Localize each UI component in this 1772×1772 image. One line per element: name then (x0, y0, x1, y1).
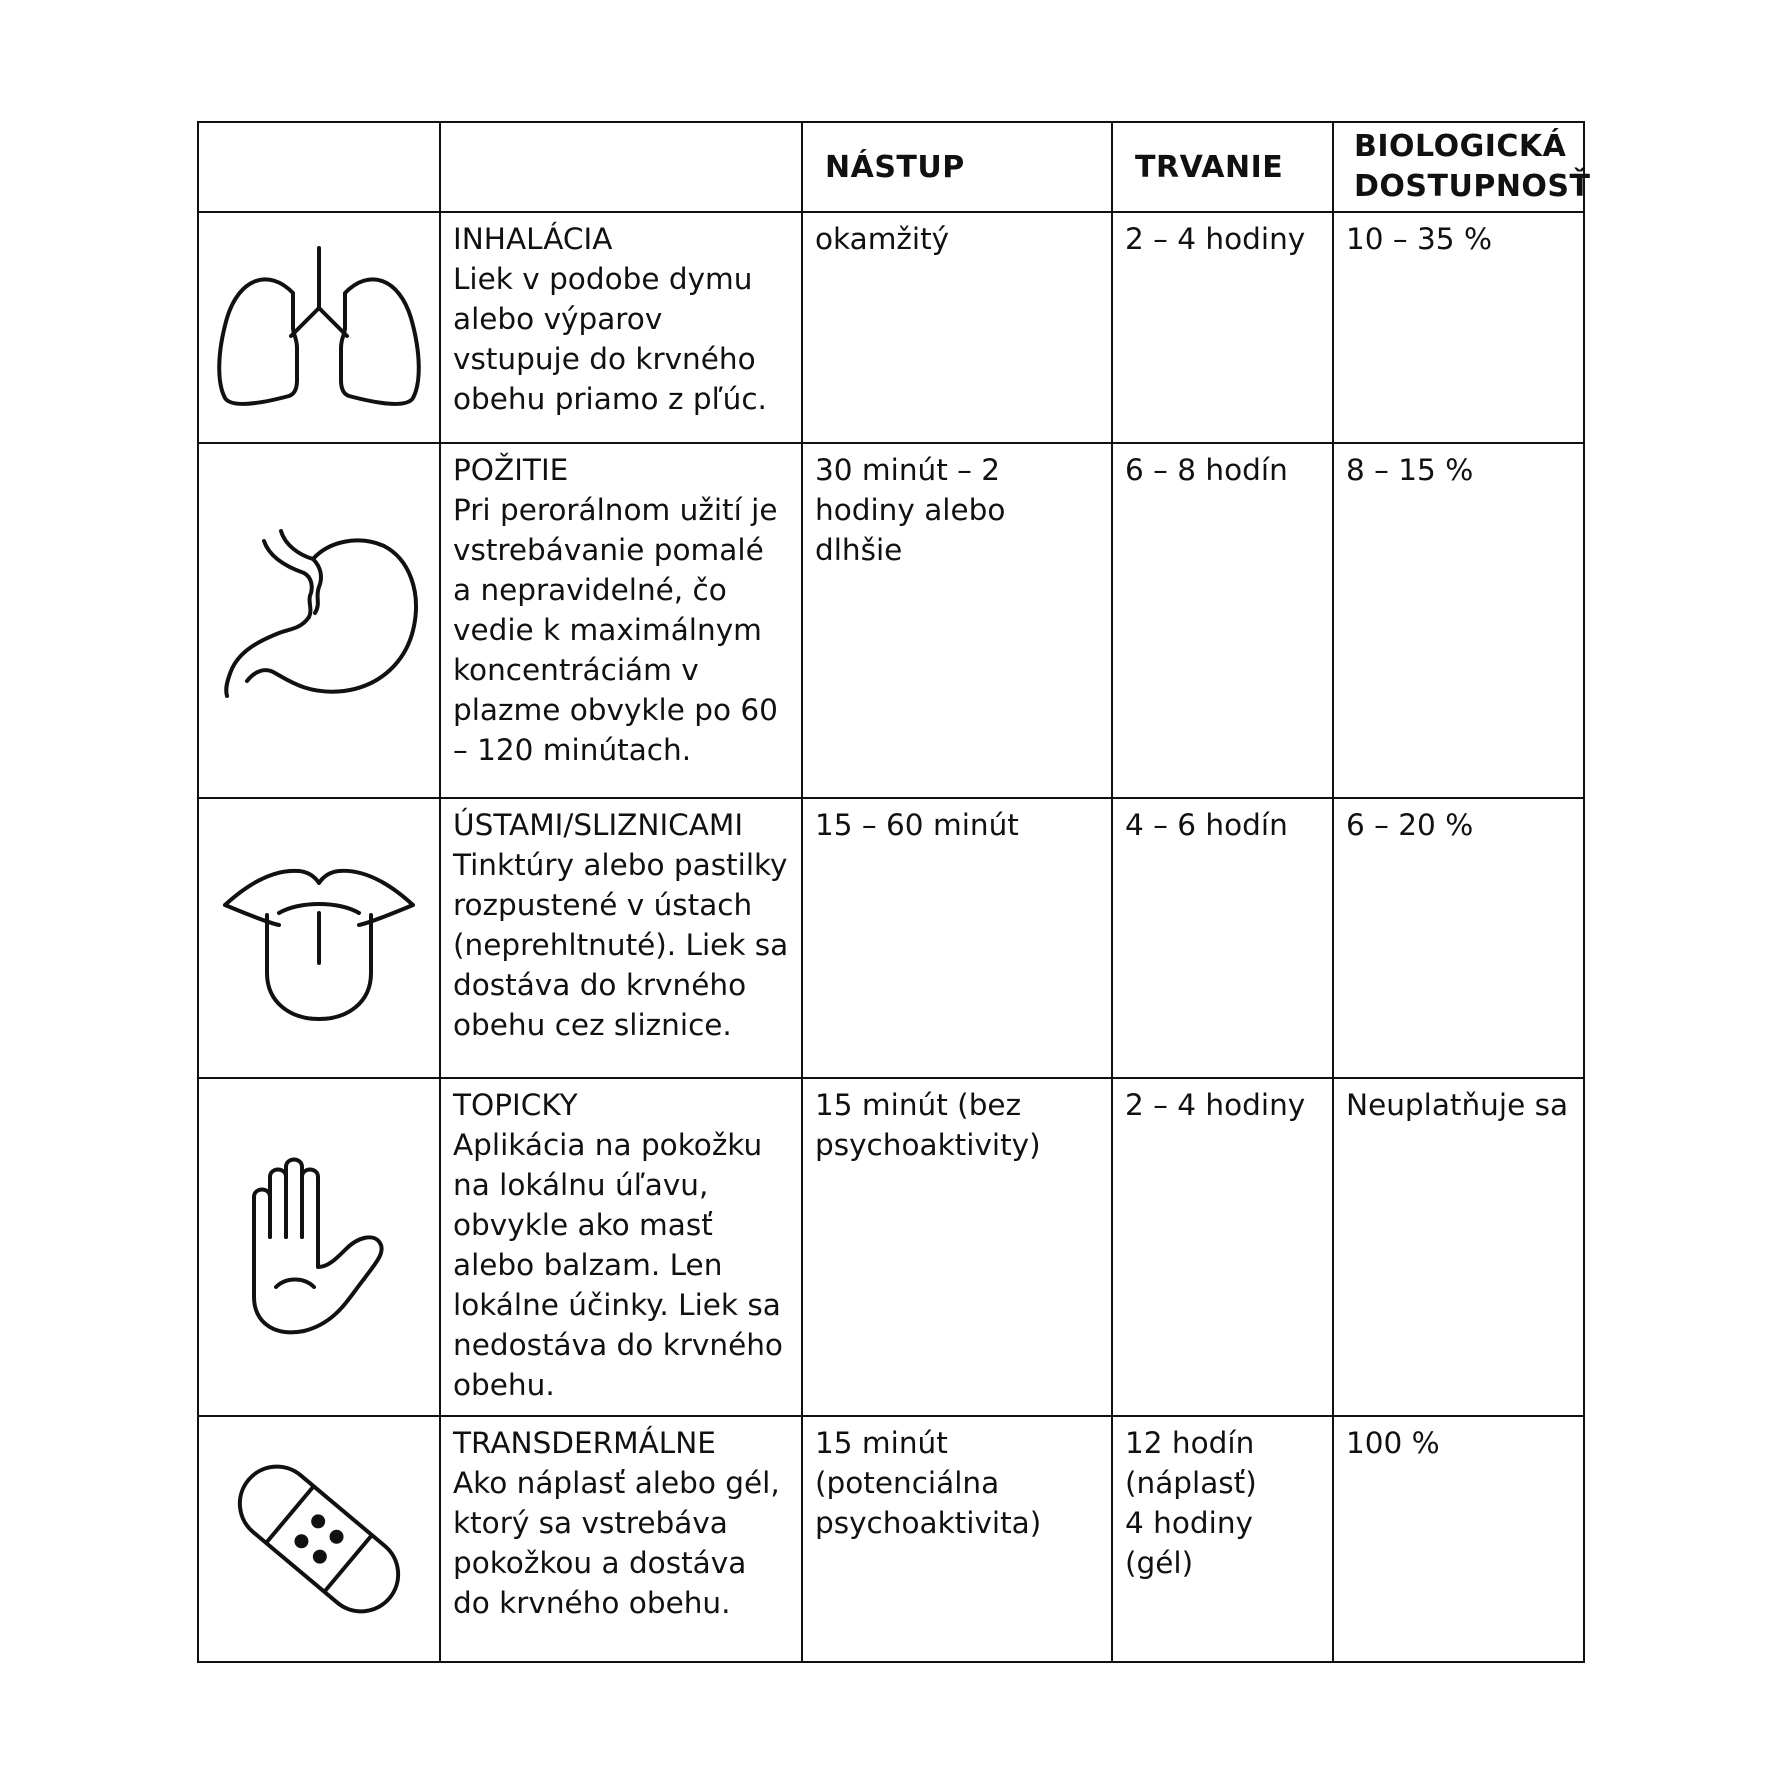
tongue-icon (219, 853, 419, 1023)
stomach-icon (209, 521, 429, 721)
onset-cell: 30 minút – 2 hodiny alebo dlhšie (802, 443, 1112, 798)
route-title: TRANSDERMÁLNE (453, 1426, 716, 1460)
route-title: TOPICKY (453, 1088, 578, 1122)
duration-cell: 2 – 4 hodiny (1112, 1078, 1333, 1416)
lungs-icon (209, 238, 429, 418)
table-row (198, 443, 1584, 798)
duration-cell: 12 hodín (náplasť) 4 hodiny (gél) (1112, 1416, 1333, 1662)
header-route-empty (440, 122, 802, 212)
route-cell (440, 798, 802, 1078)
header-row (198, 122, 1584, 212)
header-onset: NÁSTUP (802, 122, 1112, 212)
route-title: POŽITIE (453, 453, 569, 487)
route-description: Liek v podobe dymu alebo výparov vstupuje do krvného obehu priamo z pľúc. (453, 262, 767, 416)
route-title: INHALÁCIA (453, 222, 613, 256)
hand-icon (224, 1147, 414, 1347)
route-description: Tinktúry alebo pastilky rozpustené v ústach (neprehltnuté). Liek sa dostáva do krvného obehu cez sliznice. (453, 848, 789, 1042)
bandage-icon (219, 1444, 419, 1634)
icon-cell (198, 1416, 440, 1662)
bioavailability-cell: Neuplatňuje sa (1333, 1078, 1584, 1416)
icon-cell (198, 212, 440, 443)
table-row (198, 798, 1584, 1078)
bioavailability-cell: 6 – 20 % (1333, 798, 1584, 1078)
route-description: Aplikácia na pokožku na lokálnu úľavu, obvykle ako masť alebo balzam. Len lokálne účinky. Liek sa nedostáva do krvného obehu. (453, 1128, 783, 1402)
onset-cell: 15 – 60 minút (802, 798, 1112, 1078)
bioavailability-cell: 10 – 35 % (1333, 212, 1584, 443)
icon-cell (198, 1078, 440, 1416)
header-bioavailability (1333, 122, 1591, 212)
icon-cell (198, 443, 440, 798)
route-cell (440, 443, 802, 798)
table-row (198, 1416, 1584, 1662)
onset-cell: 15 minút (potenciálna psychoaktivita) (802, 1416, 1112, 1662)
bioavailability-cell: 8 – 15 % (1333, 443, 1584, 798)
bioavailability-cell: 100 % (1333, 1416, 1584, 1662)
duration-cell: 6 – 8 hodín (1112, 443, 1333, 798)
route-cell (440, 1078, 802, 1416)
header-bio-line1: BIOLOGICKÁ (1354, 129, 1567, 164)
route-title: ÚSTAMI/SLIZNICAMI (453, 808, 744, 842)
route-description: Ako náplasť alebo gél, ktorý sa vstrebáva pokožkou a dostáva do krvného obehu. (453, 1466, 780, 1620)
icon-cell (198, 798, 440, 1078)
header-duration: TRVANIE (1112, 122, 1333, 212)
table-row (198, 1078, 1584, 1416)
onset-cell: 15 minút (bez psychoaktivity) (802, 1078, 1112, 1416)
header-bio-line2: DOSTUPNOSŤ (1354, 169, 1591, 204)
table-row (198, 212, 1584, 443)
onset-cell: okamžitý (802, 212, 1112, 443)
header-icon-empty (198, 122, 440, 212)
route-cell (440, 212, 802, 443)
administration-routes-table (197, 121, 1591, 1663)
duration-cell: 2 – 4 hodiny (1112, 212, 1333, 443)
duration-cell: 4 – 6 hodín (1112, 798, 1333, 1078)
route-cell (440, 1416, 802, 1662)
route-description: Pri perorálnom užití je vstrebávanie pomalé a nepravidelné, čo vedie k maximálnym koncentráciám v plazme obvykle po 60 – 120 minútach. (453, 493, 778, 767)
